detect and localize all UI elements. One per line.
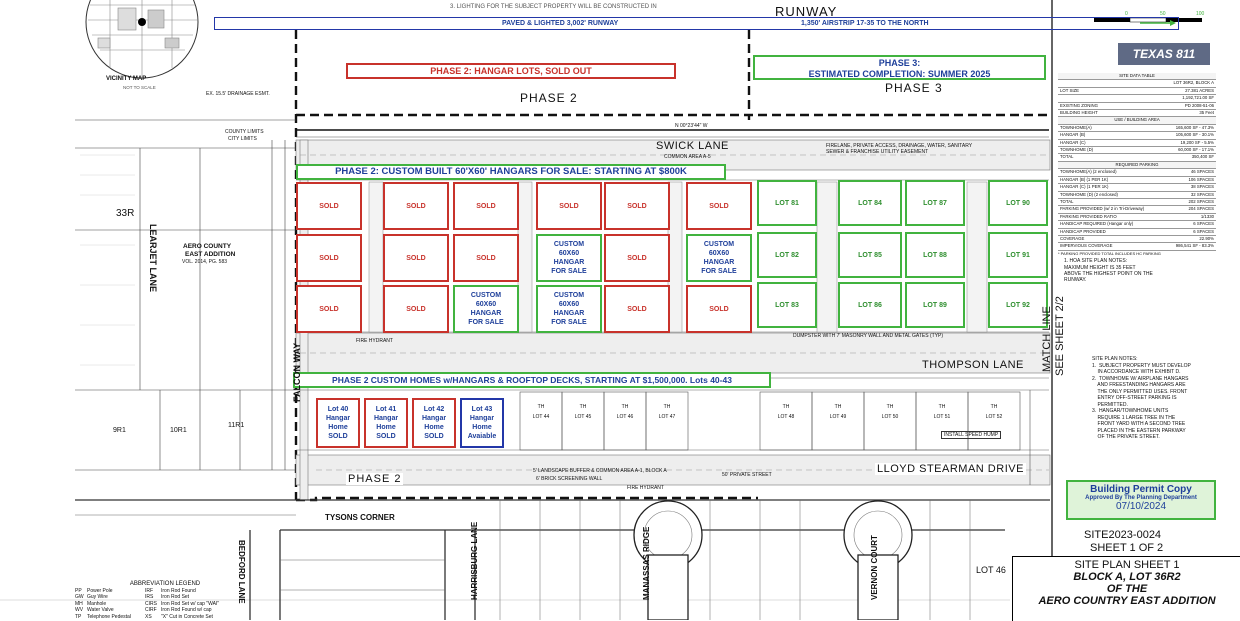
site-table-key: PARKING PROVIDED RATIO: [1060, 213, 1117, 219]
street-bedford-lane: BEDFORD LANE: [237, 540, 246, 604]
townhome-label: TH: [579, 404, 587, 410]
screening-wall-note: 6' BRICK SCREENING WALL: [536, 476, 603, 482]
east-addition-label: EAST ADDITION: [185, 251, 236, 258]
banner-phase3: [753, 55, 1046, 80]
title-line2: BLOCK A, LOT 36R2: [1073, 571, 1181, 583]
site-table-row: [1058, 236, 1216, 243]
legend-cell: WV: [75, 607, 84, 613]
scale-tick-0: 0: [1125, 11, 1128, 17]
banner-custom-homes: PHASE 2 CUSTOM HOMES w/HANGARS & ROOFTOP DECKS, STARTING AT $1,500,000. Lots 40-43: [293, 372, 771, 388]
lot-phase3: LOT 81: [757, 180, 817, 226]
site-table-row: [1058, 80, 1216, 87]
townhome-lot-number: LOT 49: [829, 414, 847, 420]
site-table-value: 106 SPACES: [1188, 176, 1214, 182]
legend-cell: GW: [75, 594, 84, 600]
site-table-row: [1058, 184, 1216, 191]
lot-phase3: LOT 89: [905, 282, 965, 328]
site-table-key: TOWNHOME(A): [1060, 124, 1092, 130]
hoa-note-line: 1. HOA SITE PLAN NOTES:: [1064, 258, 1128, 265]
street-tysons-corner: TYSONS CORNER: [325, 513, 395, 522]
vicinity-map: [86, 0, 198, 78]
permit-title: Building Permit Copy: [1090, 484, 1192, 495]
street-learjet-lane: LEARJET LANE: [148, 224, 158, 293]
hoa-note-line: RUNWAY.: [1064, 277, 1087, 284]
site-table-value: 204 SPACES: [1188, 206, 1214, 212]
townhome-label: TH: [990, 404, 998, 410]
site-table-row: [1058, 140, 1216, 147]
banner-hangar-lots-sold-out: PHASE 2: HANGAR LOTS, SOLD OUT: [346, 63, 676, 79]
site-plan-note-line: SITE PLAN NOTES:: [1092, 356, 1138, 362]
fire-hydrant-note-2: FIRE HYDRANT: [627, 485, 664, 491]
lot-sold: SOLD: [383, 182, 449, 230]
townhome-lot-number: LOT 46: [616, 414, 634, 420]
site-table-value: 32 SPACES: [1190, 191, 1214, 197]
lot-sale: CUSTOM 60X60 HANGAR FOR SALE: [536, 285, 602, 333]
site-table-value: 19,200 SF - 5.5%: [1180, 139, 1214, 145]
lot-phase3: LOT 85: [838, 232, 902, 278]
site-table-value: 1/1330: [1200, 213, 1214, 219]
lot-10r1: 10R1: [170, 427, 187, 434]
townhome-lot-number: LOT 52: [985, 414, 1003, 420]
lot-sold: SOLD: [604, 285, 670, 333]
hoa-note-line: MAXIMUM HEIGHT IS 35 FEET: [1064, 264, 1136, 271]
legend-cell: PP: [75, 587, 82, 594]
site-table-value: PD 2008-51-06: [1184, 102, 1214, 108]
site-table-row: [1058, 132, 1216, 139]
use-table-title: USE / BUILDING AREA: [1058, 117, 1216, 124]
site-table-row: [1058, 177, 1216, 184]
site-table-row: [1058, 103, 1216, 110]
street-manassas-ridge: MANASSAS RIDGE: [642, 526, 651, 600]
legend-cell: IRF: [145, 587, 154, 594]
lot-phase3: LOT 92: [988, 282, 1048, 328]
lot-sold: SOLD: [686, 182, 752, 230]
title-line4: AERO COUNTRY EAST ADDITION: [1038, 595, 1216, 607]
fireland-note: FIRELANE, PRIVATE ACCESS, DRAINAGE, WATER, SANITARY SEWER & FRANCHISE UTILITY EASEMENT: [826, 143, 972, 155]
hangar-home-lot: Lot 40 Hangar Home SOLD: [316, 398, 360, 448]
site-table-value: 6 SPACES: [1193, 221, 1214, 227]
site-table-key: PARKING PROVIDED (w/ 2 in Tri-Driveway): [1060, 206, 1145, 212]
lot-sold: SOLD: [296, 234, 362, 282]
runway-title: RUNWAY: [775, 4, 838, 19]
lot-phase3: LOT 88: [905, 232, 965, 278]
site-table-value: 165,600 SF - 47.3%: [1175, 124, 1214, 130]
site-table-row: [1058, 95, 1216, 102]
vicinity-map-title: VICINITY MAP: [106, 76, 147, 82]
townhome-lot: [822, 404, 854, 420]
site-plan-note-line: 3. HANGAR/TOWNHOME UNITS: [1092, 408, 1169, 414]
lot-phase3: LOT 91: [988, 232, 1048, 278]
townhome-lot-number: LOT 45: [574, 414, 592, 420]
lot-phase3: LOT 87: [905, 180, 965, 226]
townhome-label: TH: [886, 404, 894, 410]
legend-cell: XS: [145, 613, 152, 620]
legend-title: ABBREVIATION LEGEND: [129, 581, 201, 587]
site-plan-note-line: 1. SUBJECT PROPERTY MUST DEVELOP: [1092, 362, 1191, 369]
legend-cell: Telephone Pedestal: [87, 613, 131, 620]
legend-cell: Water Valve: [87, 607, 114, 613]
townhome-lot: [614, 404, 636, 420]
site-plan-note-line: 2. TOWNHOME W/ AIRPLANE HANGARS: [1092, 375, 1189, 382]
lot-sold: SOLD: [604, 182, 670, 230]
townhome-lot: [572, 404, 594, 420]
lot-phase3: LOT 82: [757, 232, 817, 278]
site-table-key: HANDICAP PROVIDED: [1060, 228, 1106, 234]
site-table-row: [1058, 169, 1216, 176]
site-plan-note-line: THE ONLY PERMITTED USES. FRONT: [1092, 388, 1188, 395]
lot-sale: CUSTOM 60X60 HANGAR FOR SALE: [536, 234, 602, 282]
lot-sale: CUSTOM 60X60 HANGAR FOR SALE: [453, 285, 519, 333]
site-table-title: SITE DATA TABLE: [1058, 73, 1216, 80]
site-plan-note-line: PERMITTED.: [1092, 401, 1128, 408]
lot-phase3: LOT 90: [988, 180, 1048, 226]
legend-cell: Iron Rod Found: [161, 587, 196, 594]
site-table-row: [1058, 147, 1216, 154]
sheet-number: SHEET 1 OF 2: [1090, 542, 1164, 554]
site-table-key: TOTAL: [1060, 198, 1074, 204]
street-swick-sub: COMMON AREA A-5: [664, 154, 711, 160]
landscape-buffer-note: 5' LANDSCAPE BUFFER & COMMON AREA A-1, BLOCK A: [533, 468, 667, 474]
site-table-key: HANDICAP REQUIRED (Hangar only): [1060, 221, 1134, 227]
drainage-esmt-note: EX. 15.5' DRAINAGE ESMT.: [206, 91, 270, 97]
lot-phase3: LOT 83: [757, 282, 817, 328]
site-table-value: 202 SPACES: [1188, 198, 1214, 204]
site-table-key: TOWNHOME (D) (2 enclosed): [1060, 191, 1118, 197]
site-table-row: [1058, 221, 1216, 228]
city-limits: CITY LIMITS: [228, 136, 257, 142]
lot-sold: SOLD: [383, 234, 449, 282]
texas811-logo: TEXAS 811: [1118, 43, 1210, 65]
lot-sold: SOLD: [383, 285, 449, 333]
legend-cell: Iron Rod Set w/ cap "WAI": [161, 600, 220, 607]
site-plan-note-line: AND FREESTANDING HANGARS ARE: [1092, 382, 1186, 388]
runway-left-label: PAVED & LIGHTED 3,002' RUNWAY: [502, 20, 619, 27]
site-table-value: 27.381 ACRES: [1185, 87, 1214, 93]
street-thompson-lane: THOMPSON LANE: [922, 359, 1024, 371]
permit-subtitle: Approved By The Planning Department: [1085, 495, 1197, 501]
townhome-label: TH: [834, 404, 842, 410]
lot-sold: SOLD: [296, 182, 362, 230]
street-falcon-way: FALCON WAY: [292, 342, 302, 402]
plat-ref: VOL. 2014, PG. 583: [182, 259, 228, 265]
site-table-footnote: * PARKING PROVIDED TOTAL INCLUDES HC PARKING: [1058, 250, 1161, 256]
lot-sold: SOLD: [296, 285, 362, 333]
top-note: 3. LIGHTING FOR THE SUBJECT PROPERTY WILL BE CONSTRUCTED IN: [450, 4, 657, 10]
lot-sold: SOLD: [453, 182, 519, 230]
match-line-1: MATCH LINE: [1041, 306, 1053, 372]
site-table-row: [1058, 125, 1216, 132]
lot-sold: SOLD: [604, 234, 670, 282]
aero-county-label: AERO COUNTY: [183, 243, 232, 250]
lot-9r1: 9R1: [113, 427, 126, 434]
legend-cell: Power Pole: [87, 587, 113, 594]
site-plan-note-line: PLACED IN THE EASTERN PARKWAY: [1092, 427, 1186, 434]
building-permit-stamp: [1066, 480, 1216, 520]
townhome-label: TH: [663, 404, 671, 410]
townhome-label: TH: [782, 404, 790, 410]
lot-sold: SOLD: [453, 234, 519, 282]
install-speed-hump: INSTALL SPEED HUMP: [941, 431, 1001, 439]
title-line1: SITE PLAN SHEET 1: [1074, 559, 1180, 571]
legend-cell: Iron Rod Found w/ cap: [161, 607, 212, 613]
site-table-key: HANGAR (C) (1 PER 1K): [1060, 184, 1109, 190]
townhome-lot: [770, 404, 802, 420]
title-block: [1012, 556, 1240, 621]
townhome-label: TH: [621, 404, 629, 410]
case-number: SITE2023-0024: [1084, 529, 1162, 541]
townhome-lot: [978, 404, 1010, 420]
street-vernon-court: VERNON COURT: [870, 535, 879, 600]
parking-table-title: REQUIRED PARKING: [1058, 162, 1216, 169]
site-plan-note-line: OF THE PRIVATE STREET.: [1092, 434, 1160, 440]
site-table-value: 986,541 SF - 83.3%: [1175, 243, 1214, 249]
phase2-top-label: PHASE 2: [520, 91, 578, 105]
site-data-table: [1058, 73, 1216, 284]
site-plan-note-line: ENTRY OFF-STREET PARKING IS: [1092, 395, 1177, 401]
abbreviation-legend: [75, 581, 255, 620]
townhome-lot: [926, 404, 958, 420]
legend-cell: MH: [75, 600, 83, 607]
townhome-lot-number: LOT 50: [881, 414, 899, 420]
site-table-row: [1058, 192, 1216, 199]
hangar-home-lot: Lot 43 Hangar Home Avaiable: [460, 398, 504, 448]
site-table-row: [1058, 206, 1216, 213]
lot-sold: SOLD: [686, 285, 752, 333]
runway-bar: [214, 17, 1179, 30]
townhome-lot-number: LOT 51: [933, 414, 951, 420]
phase3-line2: ESTIMATED COMPLETION: SUMMER 2025: [808, 69, 991, 79]
site-table-value: 105,600 SF - 30.1%: [1175, 132, 1214, 138]
vicinity-map-subtitle: NOT TO SCALE: [123, 85, 156, 90]
legend-row: [75, 614, 255, 621]
scale-tick-50: 50: [1160, 11, 1166, 17]
legend-cell: CIRS: [145, 600, 157, 607]
scale-tick-100: 100: [1196, 11, 1205, 17]
fire-hydrant-note: FIRE HYDRANT: [356, 338, 393, 344]
phase3-top-label: PHASE 3: [885, 81, 943, 95]
site-table-key: COVERAGE: [1060, 235, 1085, 241]
site-table-value: 22.90%: [1199, 235, 1214, 241]
site-table-value: 60,000 SF - 17.1%: [1178, 147, 1214, 153]
lot-phase3: LOT 86: [838, 282, 902, 328]
townhome-lot-number: LOT 44: [532, 414, 550, 420]
site-table-value: LOT 36R2, BLOCK A: [1173, 80, 1214, 86]
site-table-value: 1,192,721.00 SF: [1182, 95, 1214, 101]
legend-cell: TP: [75, 613, 82, 620]
street-swick-lane: SWICK LANE: [656, 140, 729, 152]
site-table-row: [1058, 154, 1216, 161]
lot-33r: 33R: [116, 208, 135, 219]
street-lloyd-stearman: LLOYD STEARMAN DRIVE: [877, 463, 1024, 475]
site-plan-note-line: REQUIRE 1 LARGE TREE IN THE: [1092, 414, 1176, 421]
site-table-row: [1058, 88, 1216, 95]
site-table-key: HANGAR (B) (1 PER 1K): [1060, 176, 1109, 182]
phase3-line1: PHASE 3:: [878, 58, 921, 68]
banner-custom-hangars: PHASE 2: CUSTOM BUILT 60'X60' HANGARS FOR SALE: STARTING AT $800K: [296, 164, 726, 180]
runway-right-label: 1,350' AIRSTRIP 17-35 TO THE NORTH: [801, 20, 929, 27]
site-table-key: IMPERVIOUS COVERAGE: [1060, 243, 1113, 249]
match-line-2: SEE SHEET 2/2: [1054, 296, 1066, 376]
site-table-key: TOTAL: [1060, 154, 1074, 160]
legend-cell: IRS: [145, 594, 154, 600]
site-plan-note-line: FRONT YARD WITH A SECOND TREE: [1092, 421, 1186, 427]
townhome-lot: [530, 404, 552, 420]
hangar-home-lot: Lot 41 Hangar Home SOLD: [364, 398, 408, 448]
site-table-key: BUILDING HEIGHT: [1060, 110, 1098, 116]
site-table-value: 350,400 SF: [1191, 154, 1214, 160]
site-table-key: TOWNHOME(A) (2 enclosed): [1060, 169, 1117, 175]
site-plan-note-line: IN ACCORDANCE WITH EXHIBIT D.: [1092, 369, 1181, 375]
site-table-value: 38 SPACES: [1190, 184, 1214, 190]
bearing-label: N 00°23'44" W: [675, 123, 708, 129]
site-table-row: [1058, 110, 1216, 117]
legend-cell: Iron Rod Set: [161, 594, 190, 600]
private-street-note: 50' PRIVATE STREET: [722, 472, 772, 478]
hoa-note-line: ABOVE THE HIGHEST POINT ON THE: [1064, 270, 1153, 277]
site-table-row: [1058, 229, 1216, 236]
site-table-row: [1058, 243, 1216, 250]
site-table-key: LOT SIZE: [1060, 87, 1080, 93]
site-table-key: TOWNHOME (D): [1060, 147, 1094, 153]
legend-cell: "X" Cut in Concrete Set: [161, 613, 213, 620]
site-table-key: HANGAR (B): [1060, 132, 1086, 138]
lot-sold: SOLD: [536, 182, 602, 230]
hangar-home-lot: Lot 42 Hangar Home SOLD: [412, 398, 456, 448]
lot-sale: CUSTOM 60X60 HANGAR FOR SALE: [686, 234, 752, 282]
permit-date: 07/10/2024: [1115, 501, 1167, 512]
site-table-row: [1058, 214, 1216, 221]
dumpster-note: DUMPSTER WITH 7' MASONRY WALL AND METAL GATES (TYP): [793, 333, 944, 339]
title-line3: OF THE: [1106, 583, 1148, 595]
phase2-bottom-label: PHASE 2: [348, 473, 402, 485]
lot-11r1: 11R1: [228, 422, 245, 429]
townhome-lot-number: LOT 48: [777, 414, 795, 420]
legend-cell: Manhole: [87, 600, 107, 607]
lot-46-lower: LOT 46: [976, 565, 1006, 575]
legend-cell: CIRF: [145, 607, 157, 613]
site-table-value: 46 SPACES: [1190, 169, 1214, 175]
site-table-value: 35 Feet: [1199, 110, 1214, 116]
townhome-lot-number: LOT 47: [658, 414, 676, 420]
site-table-value: 6 SPACES: [1193, 228, 1214, 234]
site-table-row: [1058, 199, 1216, 206]
townhome-lot: [874, 404, 906, 420]
site-plan-notes: [1092, 356, 1232, 441]
site-table-key: HANGAR (C): [1060, 139, 1086, 145]
street-harrisburg-lane: HARRISBURG LANE: [470, 521, 479, 600]
site-table-key: EXISTING ZONING: [1060, 102, 1098, 108]
townhome-label: TH: [938, 404, 946, 410]
lot-phase3: LOT 84: [838, 180, 902, 226]
townhome-label: TH: [537, 404, 545, 410]
townhome-lot: [656, 404, 678, 420]
county-limits: COUNTY LIMITS: [225, 129, 264, 135]
legend-cell: Guy Wire: [87, 594, 108, 600]
